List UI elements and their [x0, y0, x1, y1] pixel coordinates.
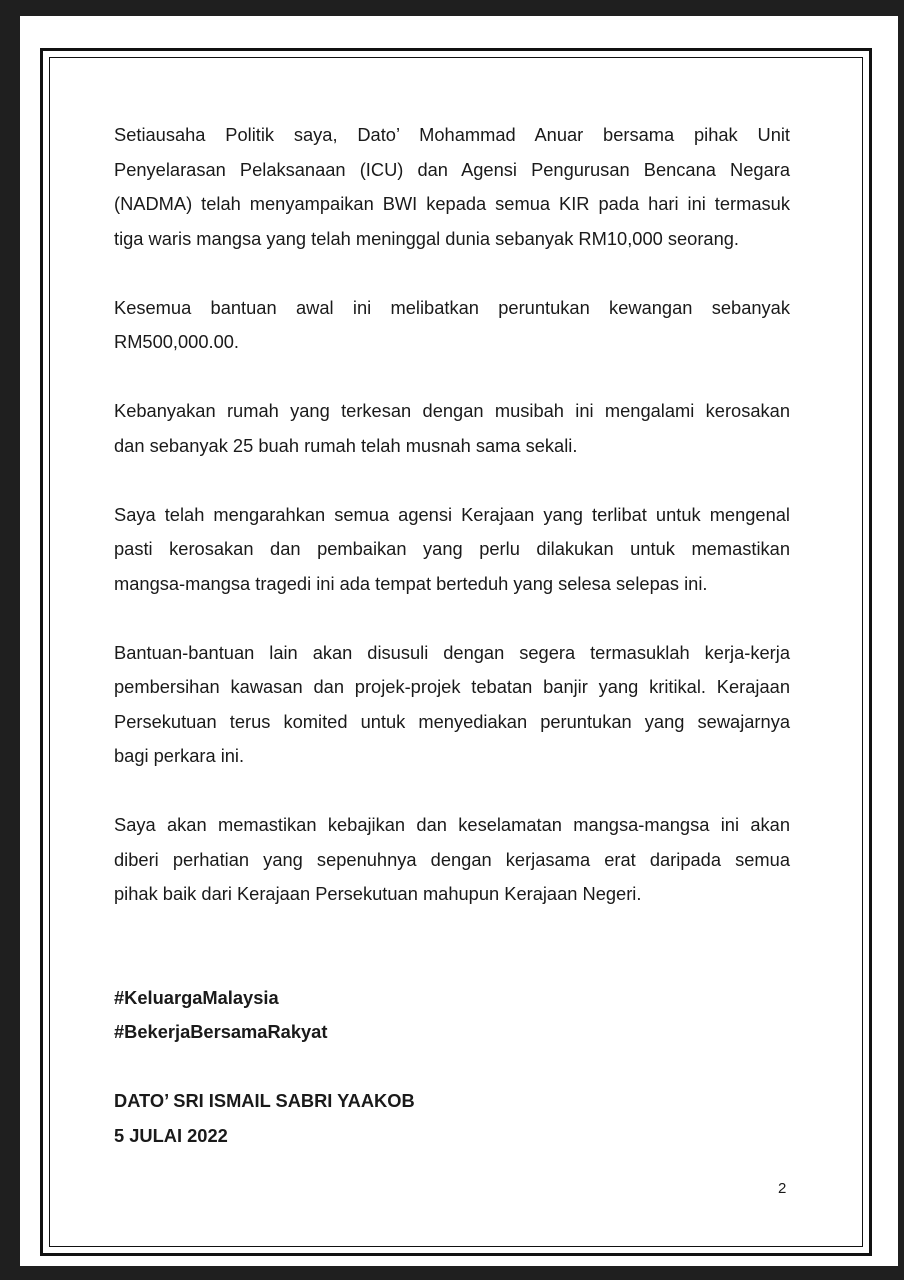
text-line: Bantuan-bantuan lain akan disusuli dengan segera termasuklah kerja-kerja [114, 641, 790, 663]
text-line: diberi perhatian yang sepenuhnya dengan kerjasama erat daripada semua [114, 848, 790, 870]
paragraph [114, 394, 790, 463]
document-body [114, 118, 790, 1153]
text-line: dan sebanyak 25 buah rumah telah musnah sama sekali. [114, 434, 578, 456]
text-line: Persekutuan terus komited untuk menyediakan peruntukan yang sewajarnya [114, 710, 790, 732]
text-line: mangsa-mangsa tragedi ini ada tempat berteduh yang selesa selepas ini. [114, 572, 708, 594]
text-line: RM500,000.00. [114, 331, 240, 352]
text-line: (NADMA) telah menyampaikan BWI kepada semua KIR pada hari ini termasuk [114, 193, 790, 214]
text-line: Saya telah mengarahkan semua agensi Kerajaan yang terlibat untuk mengenal [114, 503, 790, 525]
text-line: pasti kerosakan dan pembaikan yang perlu dilakukan untuk memastikan [114, 538, 790, 559]
paragraph [114, 498, 790, 602]
text-line: Kesemua bantuan awal ini melibatkan peruntukan kewangan sebanyak [114, 296, 790, 318]
paragraph [114, 636, 790, 774]
text-line: Saya akan memastikan kebajikan dan keselamatan mangsa-mangsa ini akan [114, 814, 790, 835]
paragraph [114, 808, 790, 912]
text-line: Kebanyakan rumah yang terkesan dengan musibah ini mengalami kerosakan [114, 400, 790, 421]
text-line: tiga waris mangsa yang telah meninggal dunia sebanyak RM10,000 seorang. [114, 227, 739, 249]
text-line: Penyelarasan Pelaksanaan (ICU) dan Agensi Pengurusan Bencana Negara [114, 158, 790, 180]
text-line: pihak baik dari Kerajaan Persekutuan mahupun Kerajaan Negeri. [114, 883, 642, 904]
text-line: pembersihan kawasan dan projek-projek tebatan banjir yang kritikal. Kerajaan [114, 676, 790, 697]
hashtag: #BekerjaBersamaRakyat [114, 1021, 328, 1042]
signatory-name: DATO’ SRI ISMAIL SABRI YAAKOB [114, 1090, 415, 1111]
text-line: Setiausaha Politik saya, Dato’ Mohammad Anuar bersama pihak Unit [114, 124, 790, 145]
paragraph [114, 118, 790, 256]
hashtag: #KeluargaMalaysia [114, 986, 279, 1008]
paragraph [114, 291, 790, 360]
document-page [20, 16, 898, 1266]
text-line: bagi perkara ini. [114, 745, 245, 766]
document-date: 5 JULAI 2022 [114, 1124, 228, 1146]
page-number: 2 [778, 1180, 787, 1197]
